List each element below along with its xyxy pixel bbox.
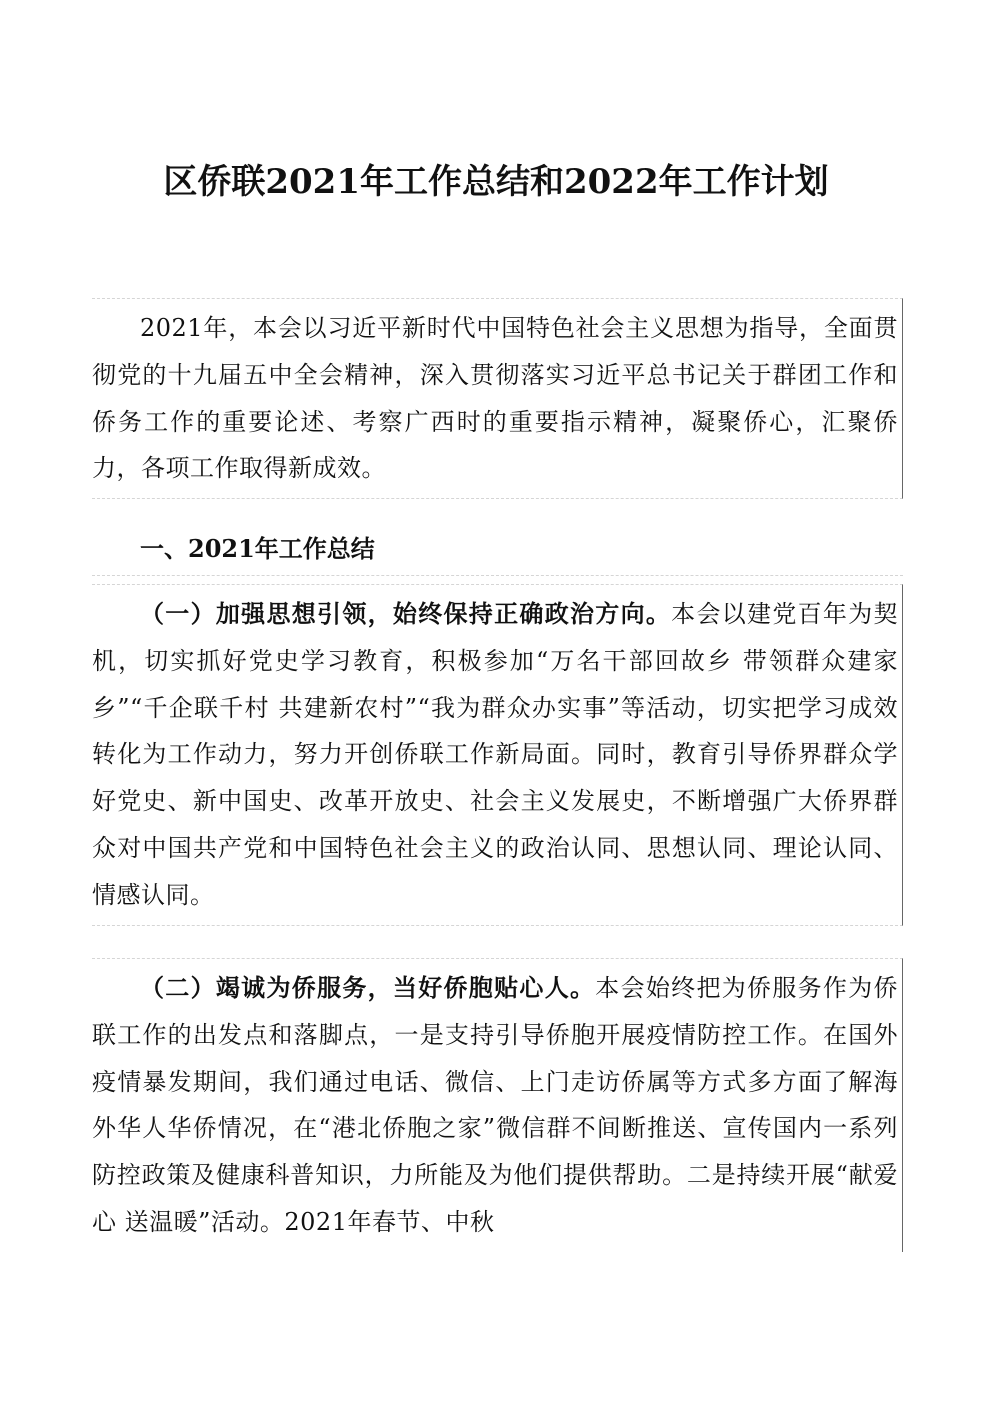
item-2-text: 本会始终把为侨服务作为侨联工作的出发点和落脚点，一是支持引导侨胞开展疫情防控工作。在国外疫情暴发期间，我们通过电话、微信、上门走访侨属等方式多方面了解海外华人华侨情况，在“港北侨胞之家”微信群不间断推送、宣传国内一系列防控政策及健康科普知识，力所能及为他们提供帮助。二是持续开展“献爱心 送温暖”活动。2021年春节、中秋 <box>92 974 899 1236</box>
document-title: 区侨联2021年工作总结和2022年工作计划 <box>163 162 829 202</box>
item-1-body <box>92 584 903 926</box>
item-2-paragraph <box>92 958 903 1252</box>
item-1-text: 本会以建党百年为契机，切实抓好党史学习教育，积极参加“万名干部回故乡 带领群众建家乡”“千企联千村 共建新农村”“我为群众办实事”等活动，切实把学习成效转化为工作动力，努力开创侨联工作新局面。同时，教育引导侨界群众学好党史、新中国史、改革开放史、社会主义发展史，不断增强广大侨界群众对中国共产党和中国特色社会主义的政治认同、思想认同、理论认同、情感认同。 <box>92 600 899 909</box>
item-1-paragraph <box>92 584 903 926</box>
item-2-body <box>92 958 903 1252</box>
section-heading: 一、2021年工作总结 <box>92 523 903 576</box>
intro-text: 2021年，本会以习近平新时代中国特色社会主义思想为指导，全面贯彻党的十九届五中全会精神，深入贯彻落实习近平总书记关于群团工作和侨务工作的重要论述、考察广西时的重要指示精神，凝聚侨心，汇聚侨力，各项工作取得新成效。 <box>92 298 903 499</box>
intro-paragraph <box>92 298 903 499</box>
item-1-lead: （一）加强思想引领，始终保持正确政治方向。 <box>140 599 672 628</box>
section-heading-block <box>92 523 903 576</box>
item-2-lead: （二）竭诚为侨服务，当好侨胞贴心人。 <box>140 973 596 1002</box>
